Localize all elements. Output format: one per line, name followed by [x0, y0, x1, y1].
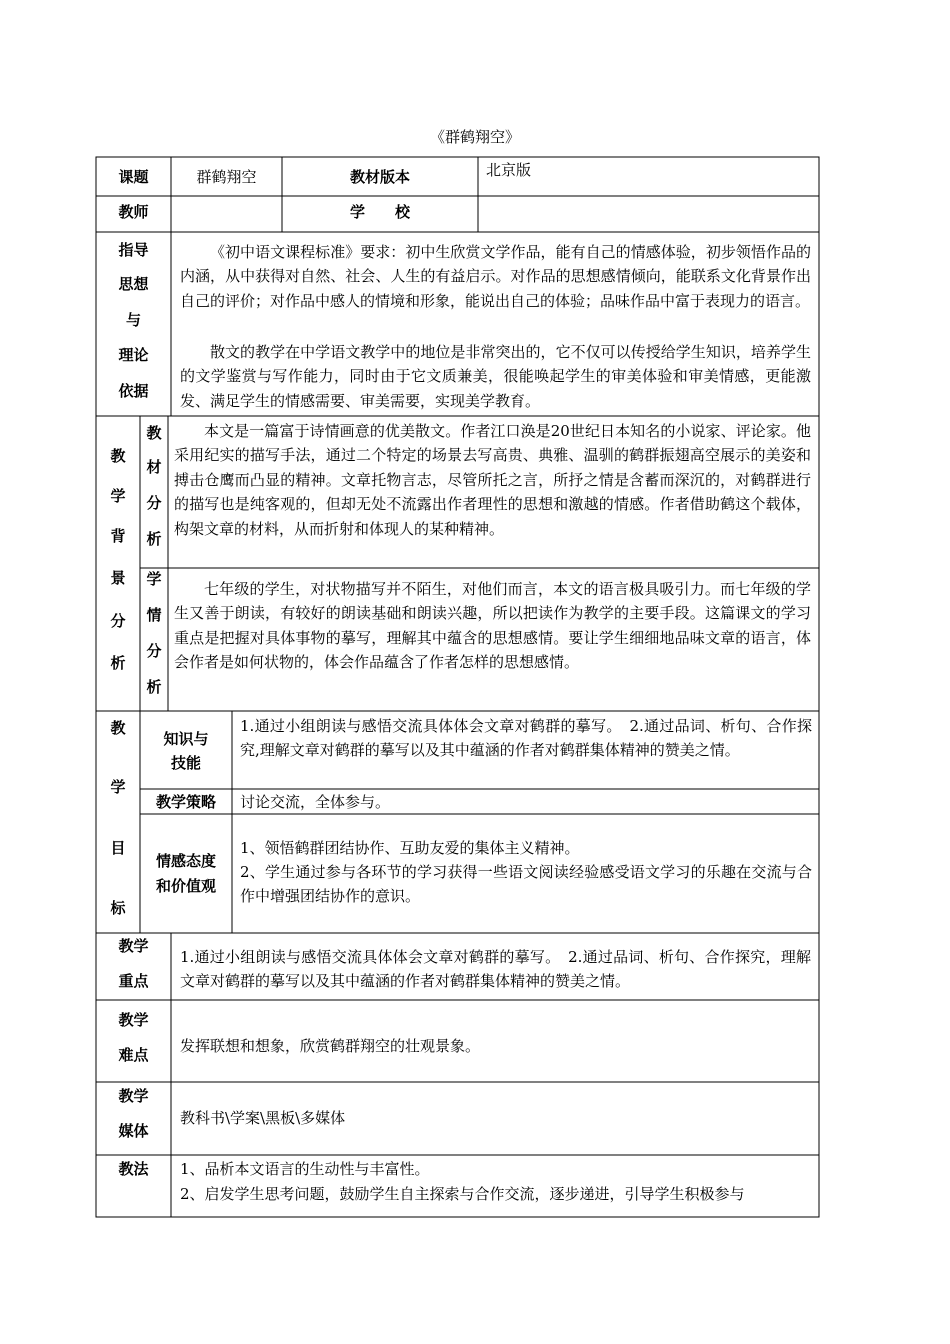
media-text: 教科书\学案\黑板\多媒体	[180, 1109, 346, 1127]
methods-label: 教法	[118, 1160, 149, 1178]
background-label-char: 背	[110, 527, 126, 545]
material-analysis-text: 本文是一篇富于诗情画意的优美散文。作者江口涣是20世纪日本知名的小说家、评论家。他采用纪实的描写手法，通过二个特定的场景去写高贵、典雅、温驯的鹤群振翅高空展示的美姿和搏击仓鹰而凸显的精神。文章托物言志，尽管所托之言，所抒之情是含蓄而深沉的，对鹤群进行的描写也是纯客观的，但却无处不流露出作者理性的思想和激越的情感。作者借助鹤这个载体，构架文章的材料，从而折射和体现人的某种精神。	[174, 422, 811, 538]
student-label-char: 学	[146, 570, 162, 588]
key-points-label-line: 重点	[118, 972, 149, 990]
objectives-label-char: 学	[110, 778, 126, 796]
methods-line: 2、启发学生思考问题，鼓励学生自主探索与合作交流，逐步递进，引导学生积极参与	[180, 1185, 745, 1203]
emotion-line: 2、学生通过参与各环节的学习获得一些语文阅读经验感受语文学习的乐趣在交流与合作中增强团结协作的意识。	[240, 863, 812, 906]
document-title: 《群鹤翔空》	[429, 128, 520, 146]
edition-label: 教材版本	[349, 168, 410, 186]
emotion-label-line: 情感态度	[155, 852, 216, 870]
background-label-char: 分	[110, 612, 126, 630]
guidance-label-line: 思想	[118, 275, 149, 293]
guidance-label-line: 指导	[118, 241, 149, 259]
objectives-label-char: 标	[110, 899, 126, 917]
background-label-char: 析	[110, 654, 126, 672]
difficulties-label-line: 教学	[118, 1011, 149, 1029]
background-label-char: 学	[110, 487, 126, 505]
material-label-char: 材	[146, 458, 162, 476]
difficulties-label-line: 难点	[118, 1046, 149, 1064]
knowledge-text: 1.通过小组朗读与感悟交流具体体会文章对鹤群的摹写。 2.通过品词、析句、合作探究,理解文章对鹤群的摹写以及其中蕴涵的作者对鹤群集体精神的赞美之情。	[240, 717, 812, 760]
edition-value: 北京版	[486, 161, 532, 179]
material-label-char: 教	[146, 424, 162, 442]
knowledge-label-line: 知识与	[163, 730, 209, 748]
objectives-label-char: 目	[110, 839, 126, 857]
difficulties-text: 发挥联想和想象，欣赏鹤群翔空的壮观景象。	[180, 1037, 481, 1055]
methods-line: 1、品析本文语言的生动性与丰富性。	[180, 1160, 430, 1178]
guidance-paragraph: 散文的教学在中学语文教学中的地位是非常突出的，它不仅可以传授给学生知识，培养学生的文学鉴赏与写作能力，同时由于它文质兼美，很能唤起学生的审美体验和审美情感，更能激发、满足学生的情感需要、审美需要，实现美学教育。	[180, 343, 811, 410]
material-label-char: 析	[146, 530, 162, 548]
guidance-label-line: 与	[125, 311, 141, 329]
media-label-line: 媒体	[118, 1122, 149, 1140]
student-analysis-text: 七年级的学生，对状物描写并不陌生，对他们而言，本文的语言极具吸引力。而七年级的学生又善于朗读，有较好的朗读基础和朗读兴趣，所以把读作为教学的主要手段。这篇课文的学习重点是把握对具体事物的摹写，理解其中蕴含的思想感情。要让学生细细地品味文章的语言，体会作者是如何状物的，体会作品蕴含了作者怎样的思想感情。	[174, 580, 811, 672]
key-points-text: 1.通过小组朗读与感悟交流具体体会文章对鹤群的摹写。 2.通过品词、析句、合作探究，理解文章对鹤群的摹写以及其中蕴涵的作者对鹤群集体精神的赞美之情。	[180, 948, 811, 991]
school-label: 学 校	[349, 203, 410, 221]
guidance-paragraph: 《初中语文课程标准》要求：初中生欣赏文学作品，能有自己的情感体验，初步领悟作品的内涵，从中获得对自然、社会、人生的有益启示。对作品的思想感情倾向，能联系文化背景作出自己的评价；对作品中感人的情境和形象，能说出自己的体验；品味作品中富于表现力的语言。	[180, 243, 811, 310]
background-label-char: 教	[110, 447, 126, 465]
topic-label: 课题	[118, 168, 149, 186]
material-label-char: 分	[146, 494, 162, 512]
media-label-line: 教学	[118, 1087, 149, 1105]
student-label-char: 分	[146, 642, 162, 660]
guidance-label-line: 理论	[118, 346, 149, 364]
emotion-line: 1、领悟鹤群团结协作、互助友爱的集体主义精神。	[240, 839, 580, 857]
objectives-label-char: 教	[110, 719, 126, 737]
key-points-label-line: 教学	[118, 937, 149, 955]
guidance-label-line: 依据	[118, 382, 149, 400]
student-label-char: 情	[146, 606, 162, 624]
teacher-label: 教师	[118, 203, 149, 221]
knowledge-label-line: 技能	[170, 754, 201, 772]
student-label-char: 析	[146, 678, 162, 696]
topic-value: 群鹤翔空	[196, 168, 257, 186]
strategy-text: 讨论交流，全体参与。	[240, 793, 391, 811]
background-label-char: 景	[110, 569, 126, 587]
emotion-label-line: 和价值观	[155, 877, 216, 895]
strategy-label: 教学策略	[155, 793, 216, 811]
